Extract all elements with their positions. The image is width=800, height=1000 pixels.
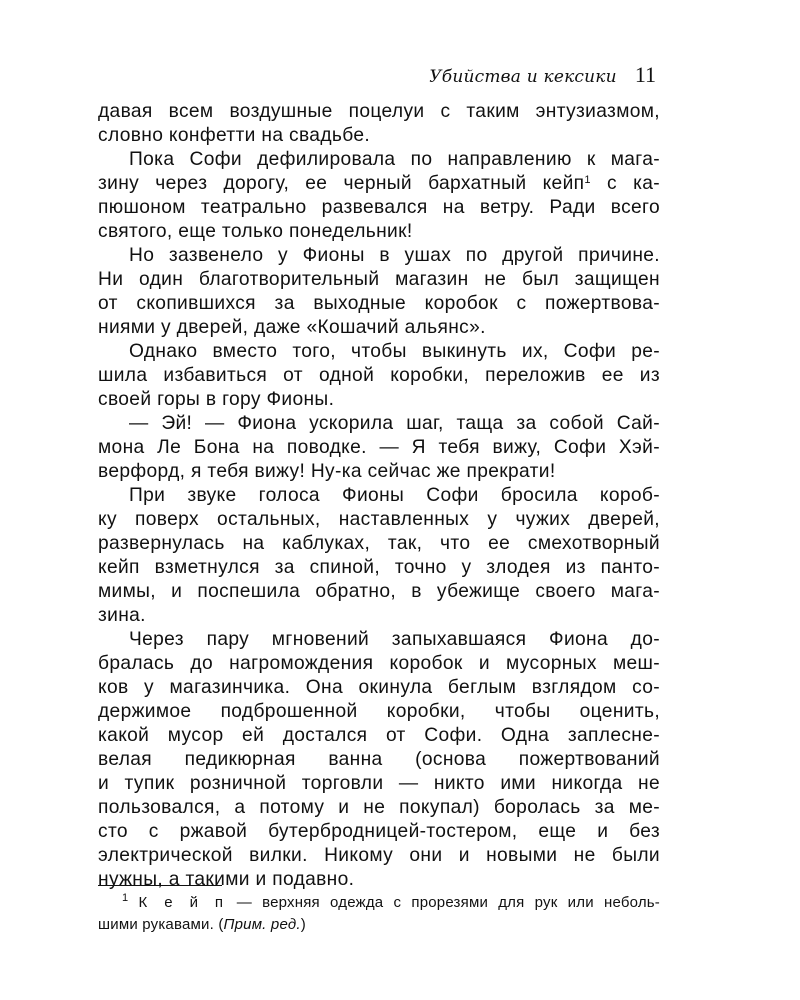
text-line: держимое подброшенной коробки, чтобы оценить,: [98, 701, 660, 722]
editor-note: Прим. ред.: [223, 916, 301, 933]
text-line: кейп взметнулся за спиной, точно у злодея из панто-: [98, 557, 660, 578]
text-line: зина.: [98, 605, 146, 626]
text-line: развернулась на каблуках, так, что ее смехотворный: [98, 533, 660, 554]
running-head: [429, 62, 656, 88]
footnote-line: [98, 914, 660, 936]
text-line: шила избавиться от одной коробки, переложив ее из: [98, 365, 660, 386]
footnote: [98, 892, 660, 936]
footnote-line: [98, 892, 660, 914]
text-line: Через пару мгновений запыхавшаяся Фиона до-: [129, 629, 660, 650]
footnote-text: шими рукавами. (: [98, 916, 224, 933]
text-fragment: зину через дорогу, ее черный бархатный кейп: [98, 173, 585, 194]
text-line: Но зазвенело у Фионы в ушах по другой причине.: [129, 245, 660, 266]
text-line: велая педикюрная ванна (основа пожертвований: [98, 749, 660, 770]
text-line: и тупик розничной торговли — никто ими никогда не: [98, 773, 660, 794]
text-line: — Эй! — Фиона ускорила шаг, таща за собой Сай-: [129, 413, 660, 434]
main-text: [98, 100, 660, 892]
text-line: какой мусор ей достался от Софи. Одна заплесне-: [98, 725, 660, 746]
footnote-text: — верхняя одежда с прорезями для рук или неболь-: [236, 894, 660, 911]
text-line: своей горы в гору Фионы.: [98, 389, 335, 410]
text-line: мимы, и поспешила обратно, в убежище своего мага-: [98, 581, 660, 602]
text-line: пользовался, а потому и не покупал) боролась за ме-: [98, 797, 660, 818]
text-line: верфорд, я тебя вижу! Ну-ка сейчас же прекрати!: [98, 461, 556, 482]
footnote-divider: [98, 885, 222, 886]
text-line: ку поверх остальных, наставленных у чужих дверей,: [98, 509, 660, 530]
text-line: бралась до нагромождения коробок и мусорных меш-: [98, 653, 660, 674]
running-head-title: Убийства и кексики: [429, 67, 617, 87]
text-fragment: с ка-: [607, 173, 660, 194]
text-line: пюшоном театрально развевался на ветру. Ради всего: [98, 197, 660, 218]
text-line: словно конфетти на свадьбе.: [98, 125, 371, 146]
text-line: При звуке голоса Фионы Софи бросила короб-: [129, 485, 660, 506]
text-line: сто с ржавой бутербродницей-тостером, еще и без: [98, 821, 660, 842]
footnote-reference: 1: [584, 174, 591, 186]
footnote-term: К е й п: [138, 894, 227, 911]
text-line: Однако вместо того, чтобы выкинуть их, Софи ре-: [129, 341, 660, 362]
text-line: Ни один благотворительный магазин не был защищен: [98, 269, 660, 290]
text-line-with-footnote: [98, 172, 660, 196]
text-line: нужны, а такими и подавно.: [98, 869, 355, 890]
text-line: электрической вилки. Никому они и новыми не были: [98, 845, 660, 866]
text-line: от скопившихся за выходные коробок с пожертвова-: [98, 293, 660, 314]
page-number: 11: [634, 62, 656, 87]
text-line: ков у магазинчика. Она окинула беглым взглядом со-: [98, 677, 660, 698]
text-line: мона Ле Бона на поводке. — Я тебя вижу, Софи Хэй-: [98, 437, 660, 458]
text-line: Пока Софи дефилировала по направлению к мага-: [129, 149, 660, 170]
text-line: ниями у дверей, даже «Кошачий альянс».: [98, 317, 486, 338]
footnote-text: ): [300, 916, 306, 933]
text-line: святого, еще только понедельник!: [98, 221, 413, 242]
footnote-marker: 1: [122, 892, 129, 904]
text-line: давая всем воздушные поцелуи с таким энтузиазмом,: [98, 101, 660, 122]
